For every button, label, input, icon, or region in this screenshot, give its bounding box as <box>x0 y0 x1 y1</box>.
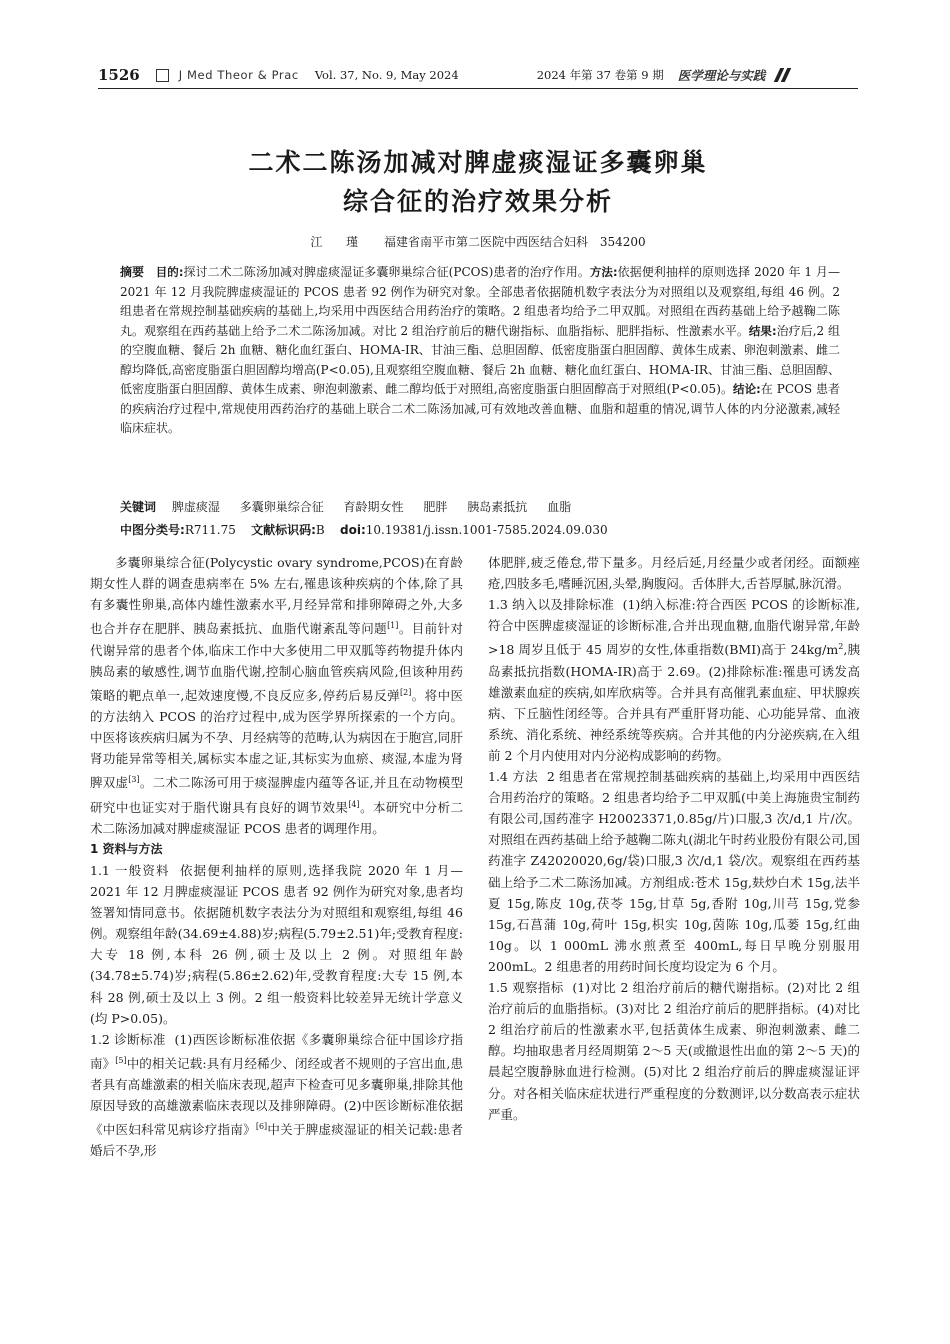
subsection-text: 中的相关记载:具有月经稀少、闭经或者不规则的子宫出血,患者具有高雄激素的相关临床表现,超声下检查可见多囊卵巢,排除其他原因导致的高雄激素临床表现以及排卵障碍。(2)中医诊断标准依据《中医妇科常见病诊疗指南》 <box>90 1055 463 1138</box>
intro-text: 。本研究中分析二术二陈汤加减对脾虚痰湿证 PCOS 患者的调理作用。 <box>90 799 463 836</box>
intro-text: 。目前针对代谢异常的患者个体,临床工作中大多使用二甲双胍等药物提升体内胰岛素的敏感性,调节血脂代谢,控制心脑血管疾病风险,但该种用药策略的靶点单一,起效速度慢,不良反应多,停药后易反弹 <box>90 621 463 703</box>
subsection-text: (1)西医诊断标准依据《多囊卵巢综合征中国诊疗指南》 <box>90 1031 463 1071</box>
subsection-text: 中关于脾虚痰湿证的相关记载:患者婚后不孕,形 <box>90 1122 463 1159</box>
method-label: 方法: <box>589 265 618 279</box>
intro-text: 。二术二陈汤可用于痰湿脾虚内蕴等各证,并且在动物模型研究中也证实对于脂代谢具有良好的调节效果 <box>90 775 463 815</box>
citation: [5] <box>115 1055 127 1065</box>
keywords-label: 关键词 <box>120 500 157 514</box>
page-number: 1526 <box>98 66 140 84</box>
subsection-text: 2 组患者在常规控制基础疾病的基础上,均采用中西医结合用药治疗的策略。2 组患者均给予二甲双胍(中美上海施贵宝制药有限公司,国药准字 H20023371,0.85g/片)口服,3 次/d,1 片/次。对照组在西药基础上给予越鞠二陈丸(湖北午时药业股份有限公司,国药准字 Z42020020,6g/袋)口服,3 次/d,1 袋/次。观察组在西药基础上给予二术二陈汤加减。方剂组成:苍术 15g,麸炒白术 15g,法半夏 15g,陈皮 10g,茯苓 15g,甘草 5g,香附 10g,川芎 15g,党参 15g,石菖蒲 10g,荷叶 15g,枳实 10g,茵陈 10g,瓜蒌 15g,红曲 10g。以 1 000mL 沸水煎煮至 400mL,每日早晚分别服用 200mL。2 组患者的用药时间长度均设定为 6 个月。 <box>488 769 860 974</box>
citation: [6] <box>255 1122 268 1132</box>
header-rule <box>98 88 858 89</box>
section-heading: 1 资料与方法 <box>90 841 163 856</box>
subsection-heading: 1.4 方法 <box>488 769 539 785</box>
clc-code: R711.75 <box>184 523 236 537</box>
keyword: 育龄期女性 <box>343 500 404 514</box>
intro-text: 多囊卵巢综合征(Polycystic ovary syndrome,PCOS)在育龄期女性人群的调查患病率在 5% 左右,罹患该种疾病的个体,除了具有多囊性卵巢,高体内雄性激素水平,月经异常和排卵障碍之外,大多也合并存在肥胖、胰岛素抵抗、血脂代谢紊乱等问题 <box>90 555 463 637</box>
doc-code-label: 文献标识码: <box>251 523 316 537</box>
author-line <box>98 233 858 250</box>
citation: [3] <box>128 775 140 785</box>
subsection-criteria <box>488 594 860 766</box>
keyword: 脾虚痰湿 <box>171 500 220 514</box>
subsection-text: (1)纳入标准:符合西医 PCOS 的诊断标准,符合中医脾虚痰湿证的诊断标准,合并出现血糖,血脂代谢异常,年龄>18 周岁且低于 45 周岁的女性,体重指数(BMI)高于 24kg/m <box>488 597 860 658</box>
subsection-heading: 1.1 一般资料 <box>90 862 170 878</box>
superscript: 2 <box>838 642 844 652</box>
diagnosis-continued: 体肥胖,疲乏倦怠,带下量多。月经后延,月经量少或者闭经。面额痤疮,四肢多毛,嗜睡沉困,头晕,胸腹闷。舌体胖大,舌苔厚腻,脉沉滑。 <box>488 555 860 592</box>
citation: [2] <box>400 687 412 697</box>
square-icon <box>156 69 169 82</box>
subsection-diagnosis <box>90 1029 463 1162</box>
title-line-2: 综合征的治疗效果分析 <box>342 187 613 216</box>
objective-label: 目的: <box>155 265 184 279</box>
subsection-heading: 1.5 观察指标 <box>488 980 564 996</box>
classification-line <box>120 521 840 538</box>
volume-info: Vol. 37, No. 9, May 2024 <box>314 68 459 82</box>
keywords <box>120 498 840 515</box>
subsection-text: ,胰岛素抵抗指数(HOMA-IR)高于 2.69。(2)排除标准:罹患可诱发高雄激素血症的疾病,如库欣病等。合并具有高催乳素血症、甲状腺疾病、下丘脑性闭经等。合并具有严重肝肾功能、心功能异常、血液系统、消化系统、神经系统等疾病。合并其他的内分泌疾病,在入组前 2 个月内使用对内分泌构成影响的药物。 <box>488 642 860 763</box>
journal-logo-text: 医学理论与实践 <box>677 68 766 83</box>
subsection-text: 依据便利抽样的原则,选择我院 2020 年 1 月—2021 年 12 月脾虚痰湿证 PCOS 患者 92 例作为研究对象,患者均签署知情同意书。依据随机数字表法分为对照组和观察组,每组 46 例。观察组年龄(34.69±4.88)岁;病程(5.79±2.51)年;受教育程度:大专 18 例,本科 26 例,硕士及以上 2 例。对照组年龄(34.78±5.74)岁;病程(5.86±2.62)年,受教育程度:大专 15 例,本科 28 例,硕士及以上 3 例。2 组一般资料比较差异无统计学意义(均 P>0.05)。 <box>90 862 464 1026</box>
objective-text: 探讨二术二陈汤加减对脾虚痰湿证多囊卵巢综合征(PCOS)患者的治疗作用。 <box>183 265 590 279</box>
citation: [1] <box>387 621 399 631</box>
author-affiliation: 福建省南平市第二医院中西医结合妇科 <box>384 235 589 249</box>
body-right-column <box>488 552 860 1125</box>
keyword: 血脂 <box>547 500 572 514</box>
doc-code: B <box>315 523 325 537</box>
subsection-heading: 1.2 诊断标准 <box>90 1031 166 1047</box>
keyword: 胰岛素抵抗 <box>467 500 528 514</box>
doi-label: doi: <box>340 523 366 537</box>
conclusion-text: 在 PCOS 患者的疾病治疗过程中,常规使用西药治疗的基础上联合二术二陈汤加减,可有效地改善血糖、血脂和超重的情况,调节人体的内分泌激素,减轻临床症状。 <box>120 382 841 435</box>
keyword: 肥胖 <box>423 500 448 514</box>
subsection-text: (1)对比 2 组治疗前后的糖代谢指标。(2)对比 2 组治疗前后的血脂指标。(3)对比 2 组治疗前后的肥胖指标。(4)对比 2 组治疗前后的性激素水平,包括黄体生成素、卵泡刺激素、雌二醇。均抽取患者月经周期第 2～5 天(或撤退性出血的第 2～5 天)的晨起空腹静脉血进行检测。(5)对比 2 组治疗前后的脾虚痰湿证评分。对各相关临床症状进行严重程度的分数测评,以分数高表示症状严重。 <box>488 980 860 1122</box>
citation: [4] <box>348 799 360 809</box>
running-header <box>98 64 858 86</box>
subsection-heading: 1.3 纳入以及排除标准 <box>488 597 615 613</box>
author-postcode: 354200 <box>599 235 646 249</box>
journal-name: J Med Theor & Prac <box>178 68 299 82</box>
subsection-general-info <box>90 860 463 1029</box>
subsection-indicators <box>488 977 860 1125</box>
title-line-1: 二术二陈汤加减对脾虚痰湿证多囊卵巢 <box>248 148 708 177</box>
intro-text: 。将中医的方法纳入 PCOS 的治疗过程中,成为医学界所探索的一个方向。中医将该疾病归属为不孕、月经病等的范畴,认为病因在于胞宫,同肝肾功能异常等相关,属标实本虚之证,其标实为血瘀、痰湿,本虚为肾脾双虚 <box>90 687 463 791</box>
author-name: 江 瑾 <box>310 235 369 249</box>
method-text: 依据便利抽样的原则选择 2020 年 1 月—2021 年 12 月我院脾虚痰湿证的 PCOS 患者 92 例作为研究对象。全部患者依据随机数字表法分为对照组以及观察组,每组 46 例。2 组患者在常规控制基础疾病的基础上,均采用中西医结合用药治疗的策略。2 组患者均给予二甲双胍。对照组在西药基础上给予越鞠二陈丸。观察组在西药基础上给予二术二陈汤加减。对比 2 组治疗前后的糖代谢指标、血脂指标、肥胖指标、性激素水平。 <box>120 265 840 338</box>
body-left-column <box>90 552 463 1162</box>
journal-logo-icon <box>773 68 795 82</box>
doi-value: 10.19381/j.issn.1001-7585.2024.09.030 <box>365 523 608 537</box>
conclusion-label: 结论: <box>733 382 761 396</box>
subsection-method <box>488 766 860 977</box>
result-text: 治疗后,2 组的空腹血糖、餐后 2h 血糖、糖化血红蛋白、HOMA-IR、甘油三酯、总胆固醇、低密度脂蛋白胆固醇、黄体生成素、卵泡刺激素、雌二醇均降低,高密度脂蛋白胆固醇均增高(P<0.05),且观察组空腹血糖、餐后 2h 血糖、糖化血红蛋白、HOMA-IR、甘油三酯、总胆固醇、低密度脂蛋白胆固醇、黄体生成素、卵泡刺激素、雌二醇均低于对照组,高密度脂蛋白胆固醇高于对照组(P<0.05)。 <box>120 323 840 396</box>
abstract <box>120 263 840 439</box>
result-label: 结果: <box>748 323 777 338</box>
intro-paragraph <box>90 552 463 839</box>
clc-label: 中图分类号: <box>120 523 185 537</box>
keyword: 多囊卵巢综合征 <box>239 500 324 514</box>
abstract-label: 摘要 <box>120 265 145 279</box>
chinese-volume-info: 2024 年第 37 卷第 9 期 <box>536 68 664 82</box>
